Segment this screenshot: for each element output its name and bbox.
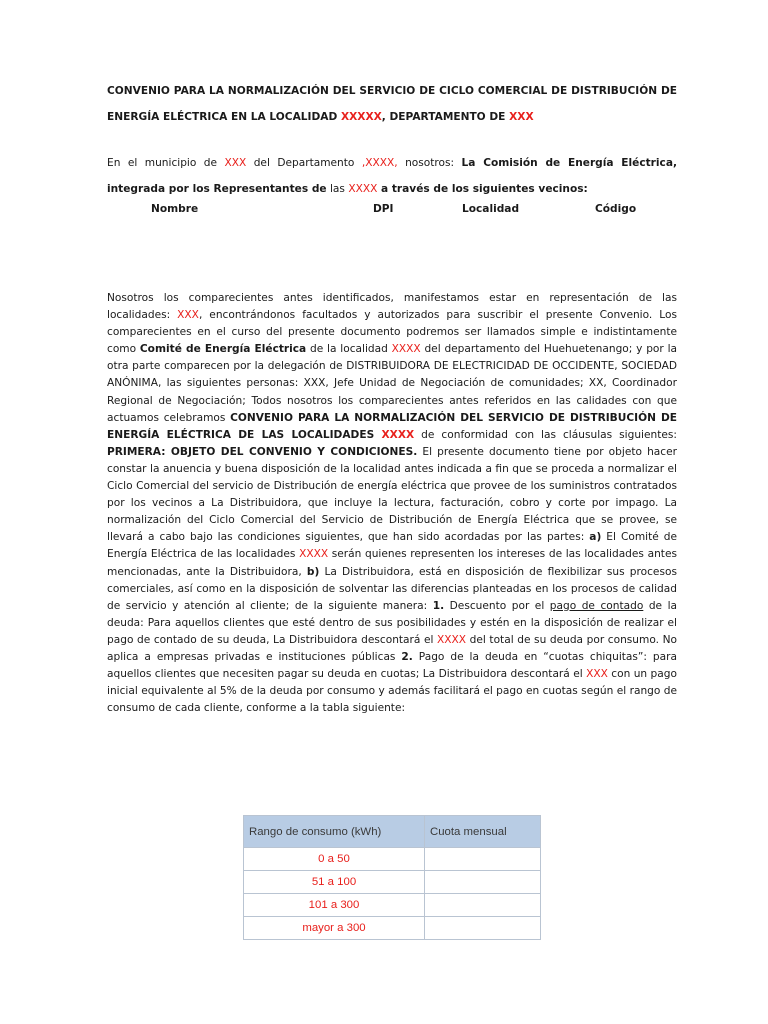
body-text: con un pago inicial equivalente al 5% de la deuda por consumo y además facilitará el pago en cuotas según el rango de consumo de cada cliente, conforme a la tabla siguiente: — [107, 668, 677, 715]
placeholder: XXX — [177, 309, 199, 322]
title-text-middle: , DEPARTAMENTO DE — [381, 111, 510, 123]
body-text: de conformidad con las cláusulas siguientes: — [414, 428, 677, 441]
intro-text: las — [326, 183, 349, 195]
table-row — [244, 894, 541, 917]
header-rango-consumo: Rango de consumo (kWh) — [244, 816, 425, 848]
range-cell: 51 a 100 — [244, 871, 425, 894]
placeholder-localidad: XXXXX — [340, 111, 382, 123]
intro-bold-text: La Comisión de Energía Eléctrica, integrada por los Representantes de — [107, 157, 677, 195]
item-marker: b) — [306, 565, 320, 578]
body-text: Descuento por el — [444, 599, 550, 612]
body-text: de la deuda: Para aquellos clientes que esté dentro de sus posibilidades y estén en la disposición de realizar el pago de contado de su deuda, La Distribuidora descontará el — [107, 599, 678, 646]
body-text: del total de su deuda por consumo. No aplica a empresas privadas e instituciones públicas — [107, 633, 677, 663]
body-text: La Distribuidora, está en disposición de flexibilizar sus procesos comerciales, así como en la disposición de solventar las diferencias planteadas en los procesos de calidad de servicio y atención al cliente; de la siguiente manera: — [107, 565, 677, 612]
body-text: serán quienes representen los intereses de las localidades antes mencionadas, ante la Distribuidora, — [107, 548, 677, 578]
placeholder: XXXX — [391, 343, 421, 356]
table-row — [244, 917, 541, 940]
placeholder: XXX — [586, 668, 608, 681]
fee-cell — [425, 871, 541, 894]
table-row — [244, 848, 541, 871]
intro-text: En el municipio de — [107, 157, 225, 169]
clause-heading: PRIMERA: OBJETO DEL CONVENIO Y CONDICIONES. — [107, 445, 418, 458]
intro-bold-text: a través de los siguientes vecinos: — [377, 183, 588, 195]
table-row — [244, 871, 541, 894]
body-text: El presente documento tiene por objeto hacer constar la anuencia y buena disposición de la localidad antes indicada a fin que se proceda a normalizar el Ciclo Comercial del servicio de Distribución de energía eléctrica que provee de los suministros contratados por los vecinos a La Distribuidora, que incluye la lectura, facturación, cobro y corte por impago. La normalización del Ciclo Comercial del Servicio de Distribución de Energía Eléctrica que se provee, se llevará a cabo bajo las condiciones siguientes, que han sido acordadas por las partes: — [107, 445, 677, 544]
body-text: El Comité de Energía Eléctrica de las localidades — [107, 531, 677, 561]
body-text: Pago de la deuda en “cuotas chiquitas”: para aquellos clientes que necesiten pagar su deuda en cuotas; La Distribuidora descontará el — [107, 650, 677, 681]
range-cell: 0 a 50 — [244, 848, 425, 871]
placeholder-departamento: XXX — [509, 111, 534, 123]
body-text: Nosotros los comparecientes antes identificados, manifestamos estar en representación de las localidades: — [107, 292, 677, 322]
body-bold-text: Comité de Energía Eléctrica — [139, 343, 307, 356]
fee-cell — [425, 917, 541, 940]
underlined-text: pago de contado — [549, 599, 644, 612]
column-header-nombre: Nombre — [151, 203, 199, 215]
fee-cell — [425, 848, 541, 871]
placeholder-localidades: XXXX — [348, 183, 378, 195]
column-header-codigo: Código — [595, 203, 637, 215]
header-cuota-mensual: Cuota mensual — [425, 816, 541, 848]
column-header-dpi: DPI — [373, 203, 394, 215]
body-paragraph — [107, 290, 677, 717]
body-text: , encontrándonos facultados y autorizados para suscribir el presente Convenio. Los comparecientes en el curso del presente documento podremos ser llamados simple e indistintamente como — [107, 309, 677, 356]
placeholder-municipio: XXX — [224, 157, 247, 169]
table-header-row — [244, 816, 541, 848]
item-marker: 1. — [432, 599, 445, 612]
item-marker: 2. — [401, 650, 413, 663]
body-text: de la localidad — [306, 343, 392, 356]
intro-text: nosotros: — [397, 157, 462, 169]
placeholder: XXXX — [299, 548, 329, 561]
consumption-rate-table — [243, 815, 541, 940]
range-cell: 101 a 300 — [244, 894, 425, 917]
item-marker: a) — [589, 531, 602, 544]
body-text: del departamento del Huehuetenango; y por la otra parte comparecen por la delegación de DISTRIBUIDORA DE ELECTRICIDAD DE OCCIDENTE, SOCIEDAD ANÓNIMA, las siguientes personas: XXX, Jefe Unidad de Negociación de comunidades; XX, Coordinador Regional de Negociación; Todos nosotros los comparecientes antes referidos en las calidades con que actuamos celebramos — [107, 343, 677, 424]
title-text: CONVENIO PARA LA NORMALIZACIÓN DEL SERVICIO DE CICLO COMERCIAL DE DISTRIBUCIÓN DE ENERGÍA ELÉCTRICA EN LA LOCALIDAD — [107, 85, 677, 123]
fee-cell — [425, 894, 541, 917]
range-cell: mayor a 300 — [244, 917, 425, 940]
placeholder: XXXX — [437, 633, 467, 646]
placeholder: XXXX — [381, 428, 415, 441]
intro-text: del Departamento — [246, 157, 362, 169]
column-header-localidad: Localidad — [462, 203, 520, 215]
placeholder-departamento: ,XXXX, — [361, 157, 398, 169]
body-bold-text: CONVENIO PARA LA NORMALIZACIÓN DEL SERVICIO DE DISTRIBUCIÓN DE ENERGÍA ELÉCTRICA DE LAS LOCALIDADES — [107, 411, 677, 441]
intro-paragraph — [107, 150, 677, 202]
document-title — [107, 78, 677, 130]
